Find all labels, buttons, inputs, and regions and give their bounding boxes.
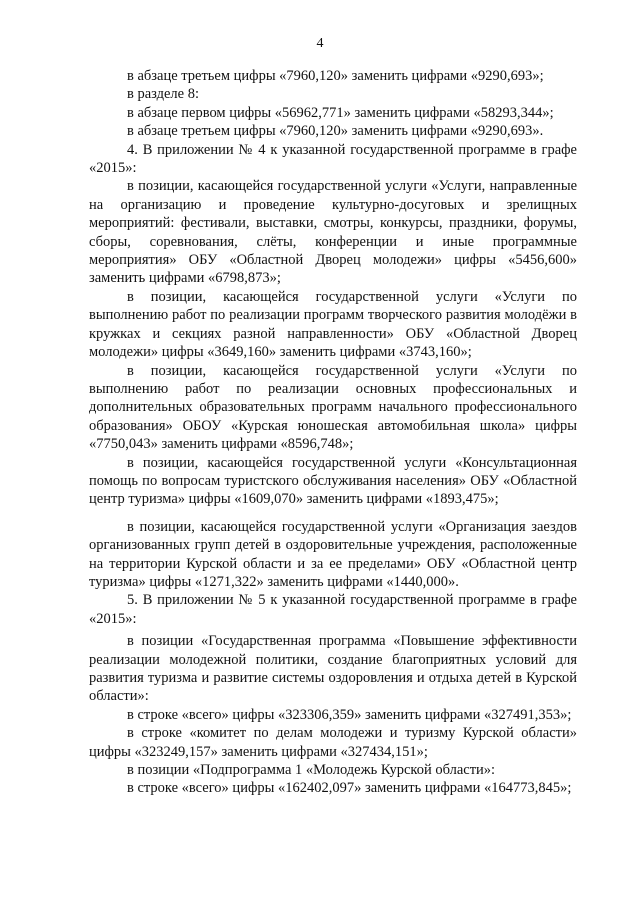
- position-paragraph: в позиции, касающейся государственной услуги «Услуги, направленные на организацию и проведение культурно-досуговых и зрелищных мероприятий: фестивали, выставки, смотры, конкурсы, праздники, форумы, сборы, соревнования, слёты, конференции и иные программные мероприятия» ОБУ «Областной Дворец молодежи» цифры «5456,600» заменить цифрами «6798,873»;: [89, 178, 577, 287]
- document-body: [89, 67, 577, 798]
- page-number: 4: [316, 36, 324, 51]
- position-paragraph: в позиции, касающейся государственной услуги «Консультационная помощь по вопросам туристского обслуживания населения» ОБУ «Областной центр туризма» цифры «1609,070» заменить цифрами «1893,475»;: [89, 454, 577, 508]
- section-heading-paragraph: в разделе 8:: [127, 86, 200, 103]
- row-paragraph: в строке «всего» цифры «323306,359» заменить цифрами «327491,353»;: [127, 706, 572, 723]
- position-paragraph: в позиции, касающейся государственной услуги «Услуги по выполнению работ по реализации основных профессиональных и дополнительных образовательных программ начального профессионального образования» ОБОУ «Курская юношеская автомобильная школа» цифры «7750,043» заменить цифрами «8596,748»;: [89, 362, 577, 453]
- position-paragraph: в позиции, касающейся государственной услуги «Услуги по выполнению работ по реализации программ творческого развития молодёжи в кружках и секциях разной направленности» ОБУ «Областной Дворец молодежи» цифры «3649,160» заменить цифрами «3743,160»;: [89, 288, 577, 361]
- amendment-paragraph: в абзаце третьем цифры «7960,120» заменить цифрами «9290,693».: [127, 123, 544, 140]
- row-paragraph: в строке «всего» цифры «162402,097» заменить цифрами «164773,845»;: [127, 780, 572, 797]
- amendment-paragraph: в абзаце третьем цифры «7960,120» заменить цифрами «9290,693»;: [127, 68, 544, 84]
- row-paragraph: в строке «комитет по делам молодежи и туризму Курской области» цифры «323249,157» заменить цифрами «327434,151»;: [89, 725, 577, 760]
- numbered-item-5: 5. В приложении № 5 к указанной государственной программе в графе «2015»:: [89, 592, 577, 627]
- position-paragraph: в позиции «Государственная программа «Повышение эффективности реализации молодежной политики, создание благоприятных условий для развития туризма и развитие системы оздоровления и отдыха детей в Курской области»:: [89, 633, 577, 705]
- numbered-item-4: 4. В приложении № 4 к указанной государственной программе в графе «2015»:: [89, 141, 577, 177]
- position-paragraph: в позиции, касающейся государственной услуги «Организация заездов организованных групп детей в оздоровительные учреждения, расположенные на территории Курской области и за ее пределами» ОБУ «Областной центр туризма» цифры «1271,322» заменить цифрами «1440,000».: [89, 518, 577, 590]
- amendment-paragraph: в абзаце первом цифры «56962,771» заменить цифрами «58293,344»;: [127, 104, 554, 121]
- position-paragraph: в позиции «Подпрограмма 1 «Молодежь Курской области»:: [127, 762, 496, 779]
